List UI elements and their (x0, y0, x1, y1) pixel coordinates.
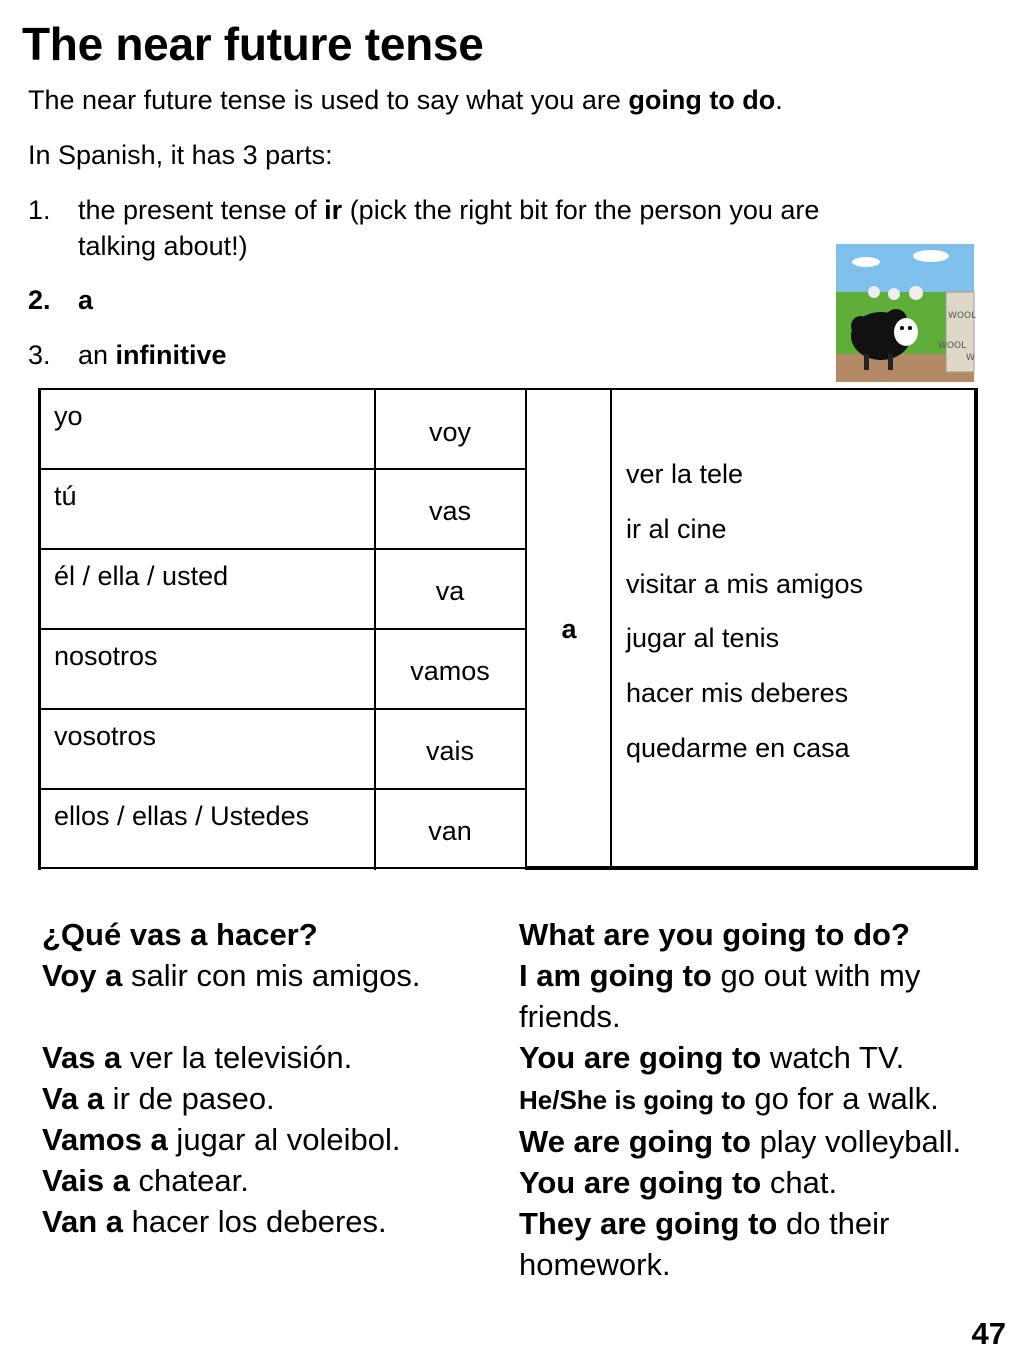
subject-el-ella-usted: él / ella / usted (54, 561, 229, 591)
connector-a: a (561, 614, 577, 644)
english-sentence-cont: homework. (519, 1247, 671, 1282)
list-item-2 (28, 282, 928, 318)
verb-vamos: vamos (410, 656, 490, 686)
list-text: an infinitive (78, 340, 227, 370)
verb-vas: vas (428, 496, 472, 526)
english-sentence: They are going to do their (519, 1206, 890, 1241)
intro-line-1: The near future tense is used to say what you are going to do. (28, 85, 783, 115)
subject-nosotros: nosotros (54, 641, 158, 671)
verb-va: va (435, 576, 465, 606)
english-sentence: We are going to play volleyball. (519, 1124, 962, 1159)
verb-van: van (428, 816, 472, 846)
subject-ellos-ellas-ustedes: ellos / ellas / Ustedes (54, 801, 310, 831)
spanish-examples (42, 914, 512, 1242)
svg-text:WOOL: WOOL (938, 341, 967, 351)
list-item-3 (28, 337, 788, 373)
english-sentence-cont: friends. (519, 999, 621, 1034)
english-sentence: He/She is going to go for a walk. (519, 1081, 939, 1116)
svg-text:W: W (966, 353, 975, 363)
verb-vais: vais (425, 736, 474, 766)
sheep-illustration (836, 244, 977, 382)
list-text: the present tense of ir (pick the right bit for the person you are talking about!) (78, 195, 820, 261)
list-number: 3. (28, 340, 51, 370)
infinitive-item: quedarme en casa (626, 732, 850, 763)
infinitive-item: visitar a mis amigos (626, 568, 864, 599)
intro-line-2: In Spanish, it has 3 parts: (28, 140, 333, 170)
page-number: 47 (971, 1316, 1006, 1351)
going-to-do-emphasis: going to do (628, 85, 776, 115)
spanish-sentence: Vas a ver la televisión. (42, 1040, 353, 1075)
spanish-sentence: Va a ir de paseo. (42, 1081, 275, 1116)
list-number: 1. (28, 195, 51, 225)
english-sentence: You are going to watch TV. (519, 1040, 905, 1075)
spanish-sentence: Vais a chatear. (42, 1163, 249, 1198)
infinitive-list (626, 458, 966, 787)
subject-tu: tú (54, 481, 77, 511)
english-question: What are you going to do? (519, 917, 910, 952)
list-text: a (78, 285, 94, 315)
infinitive-item: jugar al tenis (626, 623, 780, 654)
list-number: 2. (28, 285, 51, 315)
black-sheep-image (836, 244, 977, 382)
list-item-1 (28, 192, 928, 264)
english-sentence: I am going to go out with my (519, 958, 921, 993)
subject-vosotros: vosotros (54, 721, 157, 751)
conjugation-table (38, 388, 978, 870)
svg-text:WOOL: WOOL (948, 311, 977, 321)
spanish-question: ¿Qué vas a hacer? (42, 917, 318, 952)
spanish-sentence: Voy a salir con mis amigos. (42, 958, 421, 993)
english-examples (519, 914, 1019, 1285)
infinitive-item: ir al cine (626, 513, 727, 544)
spanish-sentence: Van a hacer los deberes. (42, 1204, 387, 1239)
infinitive-item: ver la tele (626, 459, 744, 489)
spanish-sentence: Vamos a jugar al voleibol. (42, 1122, 401, 1157)
english-sentence: You are going to chat. (519, 1165, 838, 1200)
page-title: The near future tense (22, 18, 484, 70)
subject-yo: yo (54, 401, 83, 431)
infinitive-item: hacer mis deberes (626, 678, 849, 709)
verb-voy: voy (428, 417, 472, 447)
